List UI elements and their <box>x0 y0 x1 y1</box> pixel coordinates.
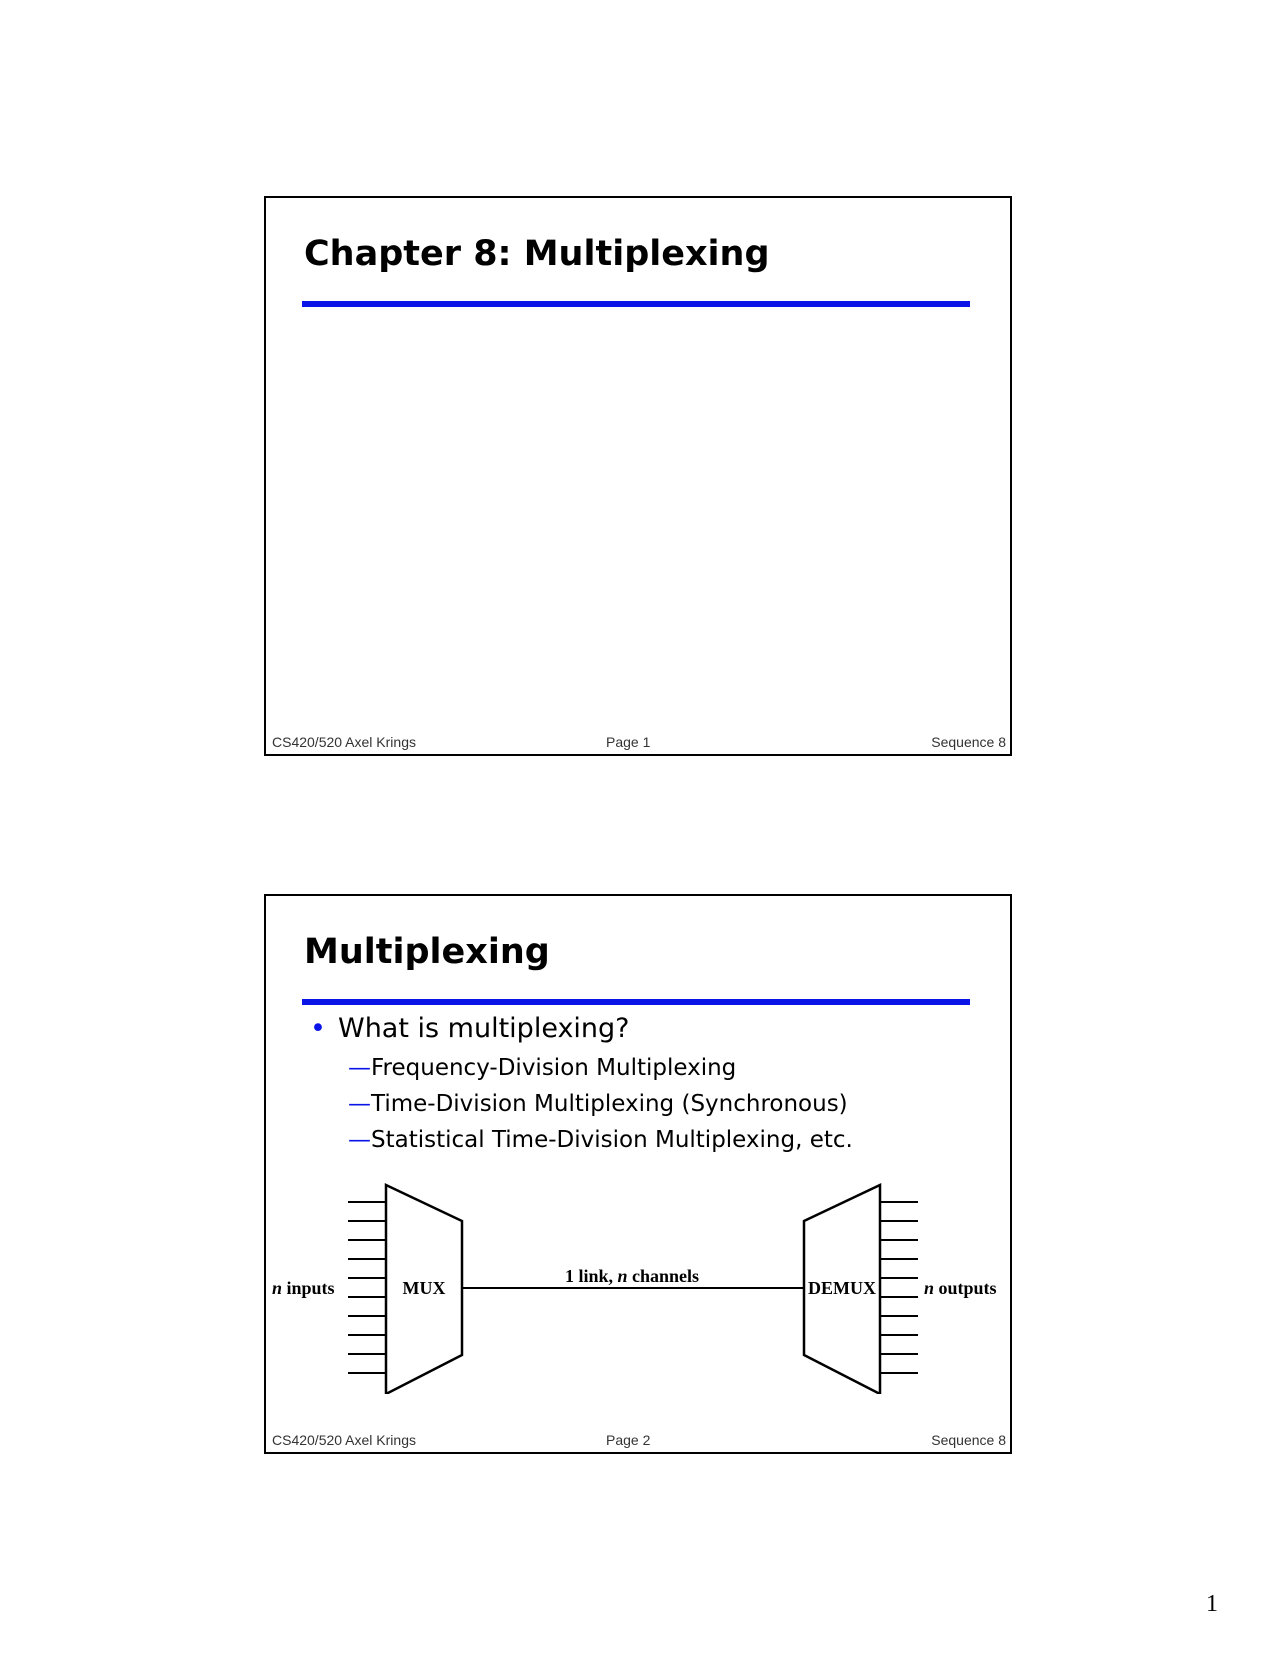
slide-2-footer-sequence: Sequence 8 <box>931 1432 1006 1448</box>
inputs-label: n inputs <box>272 1278 335 1298</box>
demux-label: DEMUX <box>808 1278 876 1298</box>
bullet-item <box>310 1010 853 1158</box>
input-lines <box>348 1202 386 1373</box>
sub-bullet-text: Time-Division Multiplexing (Synchronous) <box>371 1091 848 1117</box>
bullet-text: What is multiplexing? <box>338 1013 630 1044</box>
sub-bullet-item <box>348 1122 853 1158</box>
page-number: 1 <box>1206 1591 1218 1617</box>
slide-1-title: Chapter 8: Multiplexing <box>304 234 770 274</box>
slide-2-footer-page: Page 2 <box>606 1432 651 1448</box>
sub-bullet-text: Statistical Time-Division Multiplexing, etc. <box>371 1127 853 1153</box>
slide-2-title-rule <box>302 999 970 1005</box>
link-label: 1 link, n channels <box>564 1266 700 1286</box>
slide-1-footer-sequence: Sequence 8 <box>931 734 1006 750</box>
dash-icon: — <box>348 1091 371 1117</box>
slide-1-footer-page: Page 1 <box>606 734 651 750</box>
dash-icon: — <box>348 1127 371 1153</box>
slide-2-footer-author: CS420/520 Axel Krings <box>272 1432 416 1448</box>
bullet-list <box>310 1010 853 1158</box>
slide-1 <box>264 196 1012 756</box>
sub-bullet-item <box>348 1050 853 1086</box>
slide-1-footer-author: CS420/520 Axel Krings <box>272 734 416 750</box>
output-lines <box>880 1202 918 1373</box>
mux-demux-diagram <box>266 1182 1010 1394</box>
slide-1-title-rule <box>302 301 970 307</box>
sub-bullet-list <box>310 1050 853 1158</box>
sub-bullet-item <box>348 1086 853 1122</box>
sub-bullet-text: Frequency-Division Multiplexing <box>371 1055 737 1081</box>
outputs-label: n outputs <box>924 1278 997 1298</box>
bullet-dot-icon: • <box>310 1013 326 1044</box>
slide-2 <box>264 894 1012 1454</box>
mux-label: MUX <box>402 1278 446 1298</box>
dash-icon: — <box>348 1055 371 1081</box>
slide-2-title: Multiplexing <box>304 932 550 972</box>
